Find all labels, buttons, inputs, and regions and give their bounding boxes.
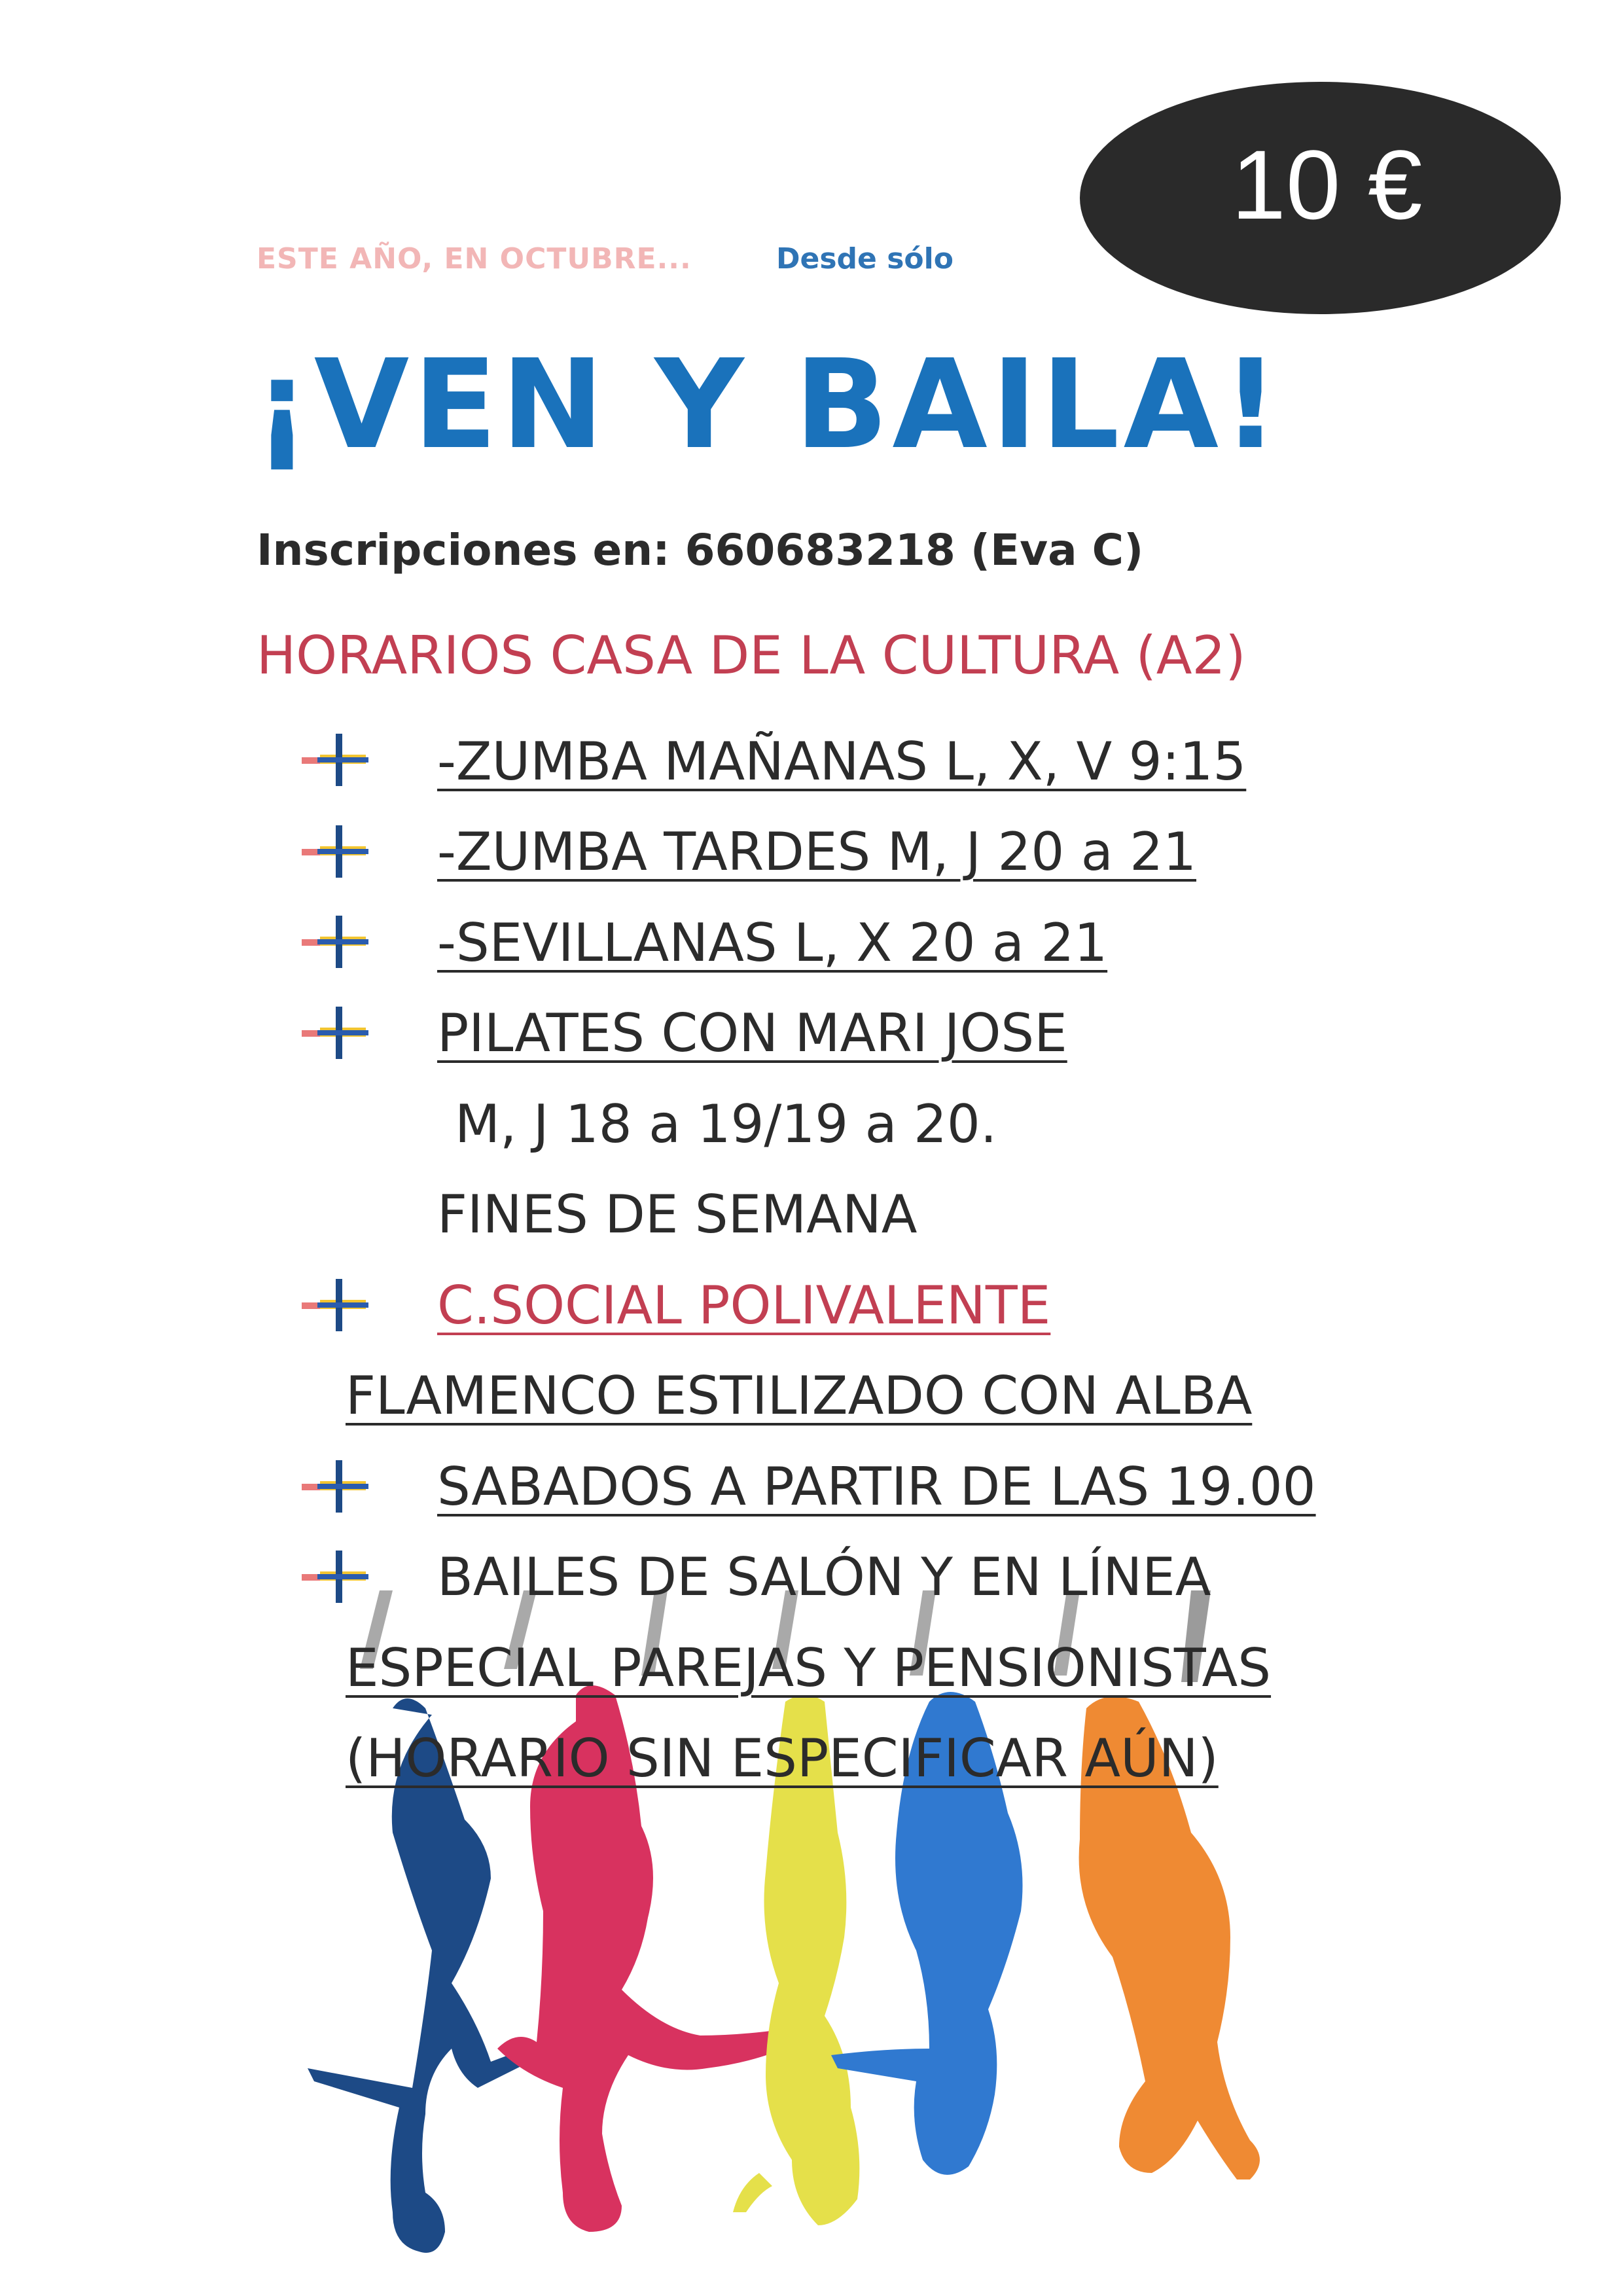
bullet-cross-icon — [298, 912, 376, 971]
schedule-flamenco: FLAMENCO ESTILIZADO CON ALBA — [346, 1365, 1253, 1426]
schedule-ballroom: BAILES DE SALÓN Y EN LÍNEA — [437, 1547, 1211, 1607]
schedule-pilates: PILATES CON MARI JOSE — [437, 1003, 1067, 1064]
price-badge — [1080, 82, 1561, 314]
page-title: ¡VEN Y BAILA! — [254, 333, 1283, 476]
desde-label: Desde sólo — [776, 242, 954, 276]
schedule-saturdays: SABADOS A PARTIR DE LAS 19.00 — [437, 1456, 1316, 1517]
price-value: 10 € — [1231, 130, 1423, 240]
schedule-sevillanas: -SEVILLANAS L, X 20 a 21 — [437, 912, 1108, 973]
bullet-cross-icon — [298, 1275, 376, 1334]
bullet-cross-icon — [298, 730, 376, 789]
schedule-zumba-morning: -ZUMBA MAÑANAS L, X, V 9:15 — [437, 731, 1247, 792]
schedule-zumba-afternoon: -ZUMBA TARDES M, J 20 a 21 — [437, 821, 1196, 882]
registration-info: Inscripciones en: 660683218 (Eva C) — [257, 525, 1144, 575]
schedule-couples: ESPECIAL PAREJAS Y PENSIONISTAS — [346, 1638, 1272, 1698]
bullet-cross-icon — [298, 1003, 376, 1062]
schedule-weekends: FINES DE SEMANA — [437, 1184, 918, 1245]
pre-title: ESTE AÑO, EN OCTUBRE... — [257, 242, 692, 276]
schedule-pilates-times: M, J 18 a 19/19 a 20. — [455, 1094, 997, 1155]
schedule-social-center: C.SOCIAL POLIVALENTE — [437, 1275, 1051, 1336]
schedule-unspecified: (HORARIO SIN ESPECIFICAR AÚN) — [346, 1728, 1219, 1789]
bullet-cross-icon — [298, 821, 376, 880]
schedule-heading: HORARIOS CASA DE LA CULTURA (A2) — [257, 625, 1246, 686]
bullet-cross-icon — [298, 1456, 376, 1515]
